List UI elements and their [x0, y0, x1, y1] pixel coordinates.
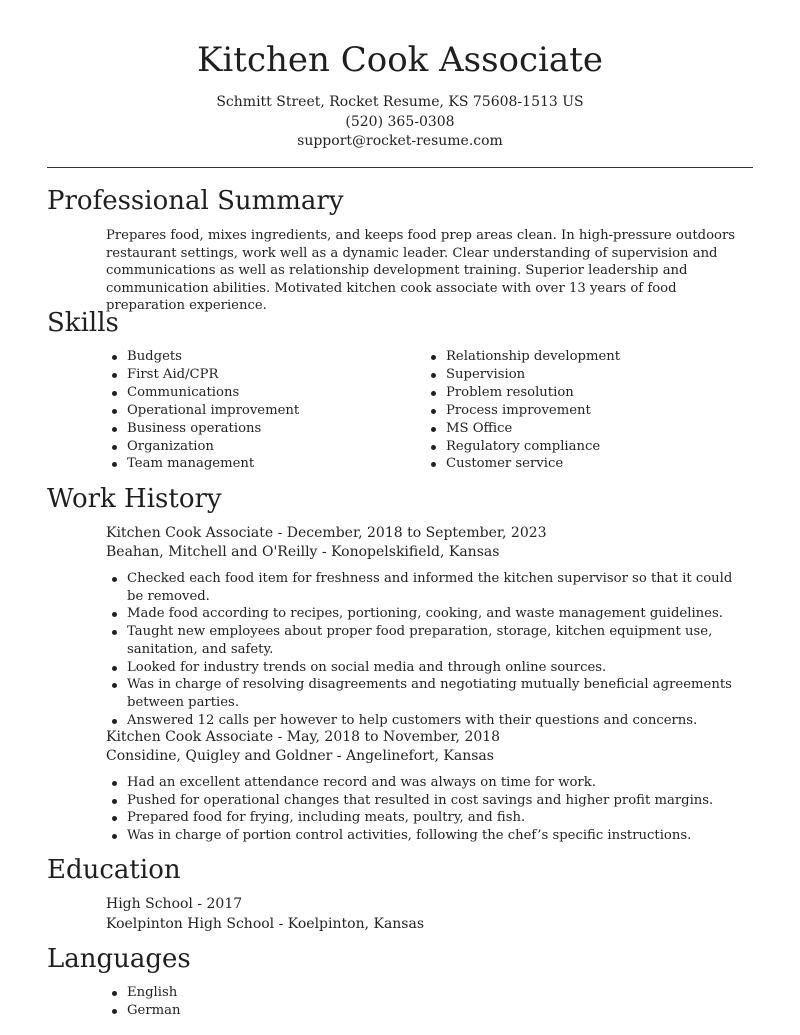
skill-item: Operational improvement [106, 402, 406, 420]
section-title-education: Education [47, 855, 181, 885]
job-duty-item: Had an excellent attendance record and was always on time for work. [106, 774, 746, 792]
skills-list-right [425, 348, 745, 473]
job-duty-item: Checked each food item for freshness and informed the kitchen supervisor so that it could be removed. [106, 570, 746, 605]
contact-phone: (520) 365-0308 [345, 114, 455, 130]
skill-item: First Aid/CPR [106, 366, 406, 384]
skill-item: Regulatory compliance [425, 438, 745, 456]
job-duty-item: Pushed for operational changes that resulted in cost savings and higher profit margins. [106, 792, 746, 810]
contact-email: support@rocket-resume.com [297, 133, 503, 149]
header-divider [47, 167, 753, 168]
languages-list [106, 984, 181, 1020]
job-duty-item: Made food according to recipes, portioning, cooking, and waste management guidelines. [106, 605, 746, 623]
skill-item: Customer service [425, 455, 745, 473]
skill-item: Supervision [425, 366, 745, 384]
section-title-summary: Professional Summary [47, 186, 344, 216]
language-item: German [106, 1002, 181, 1020]
job-duties-list [106, 774, 746, 845]
skill-item: Team management [106, 455, 406, 473]
section-title-languages: Languages [47, 944, 191, 974]
skill-item: Problem resolution [425, 384, 745, 402]
contact-address: Schmitt Street, Rocket Resume, KS 75608-1513 US [216, 94, 584, 110]
skills-list-left [106, 348, 406, 473]
job-role-dates: Kitchen Cook Associate - May, 2018 to November, 2018 [106, 729, 501, 745]
job-company-location: Considine, Quigley and Goldner - Angelinefort, Kansas [106, 748, 494, 764]
education-degree-year: High School - 2017 [106, 896, 243, 912]
job-duty-item: Prepared food for frying, including meats, poultry, and fish. [106, 809, 746, 827]
summary-text: Prepares food, mixes ingredients, and keeps food prep areas clean. In high-pressure outdoors restaurant settings, work well as a dynamic leader. Clear understanding of supervision and communications as well as relationship development training. Superior leadership and communication abilities. Motivated kitchen cook associate with over 13 years of food preparation experience. [106, 228, 736, 314]
resume-name: Kitchen Cook Associate [197, 40, 603, 80]
job-duty-item: Looked for industry trends on social media and through online sources. [106, 659, 746, 677]
job-company-location: Beahan, Mitchell and O'Reilly - Konopelskifield, Kansas [106, 544, 500, 560]
skill-item: Budgets [106, 348, 406, 366]
job-duty-item: Was in charge of resolving disagreements and negotiating mutually beneficial agreements between parties. [106, 676, 746, 711]
job-duty-item: Taught new employees about proper food preparation, storage, kitchen equipment use, sanitation, and safety. [106, 623, 746, 658]
job-role-dates: Kitchen Cook Associate - December, 2018 to September, 2023 [106, 525, 547, 541]
language-item: English [106, 984, 181, 1002]
education-school-location: Koelpinton High School - Koelpinton, Kansas [106, 916, 425, 932]
skill-item: Business operations [106, 420, 406, 438]
skill-item: Relationship development [425, 348, 745, 366]
section-title-work-history: Work History [47, 484, 222, 514]
section-title-skills: Skills [47, 308, 119, 338]
skill-item: MS Office [425, 420, 745, 438]
skill-item: Communications [106, 384, 406, 402]
skill-item: Organization [106, 438, 406, 456]
job-duty-item: Was in charge of portion control activities, following the chef’s specific instructions. [106, 827, 746, 845]
job-duties-list [106, 570, 746, 729]
skill-item: Process improvement [425, 402, 745, 420]
job-duty-item: Answered 12 calls per however to help customers with their questions and concerns. [106, 712, 746, 730]
